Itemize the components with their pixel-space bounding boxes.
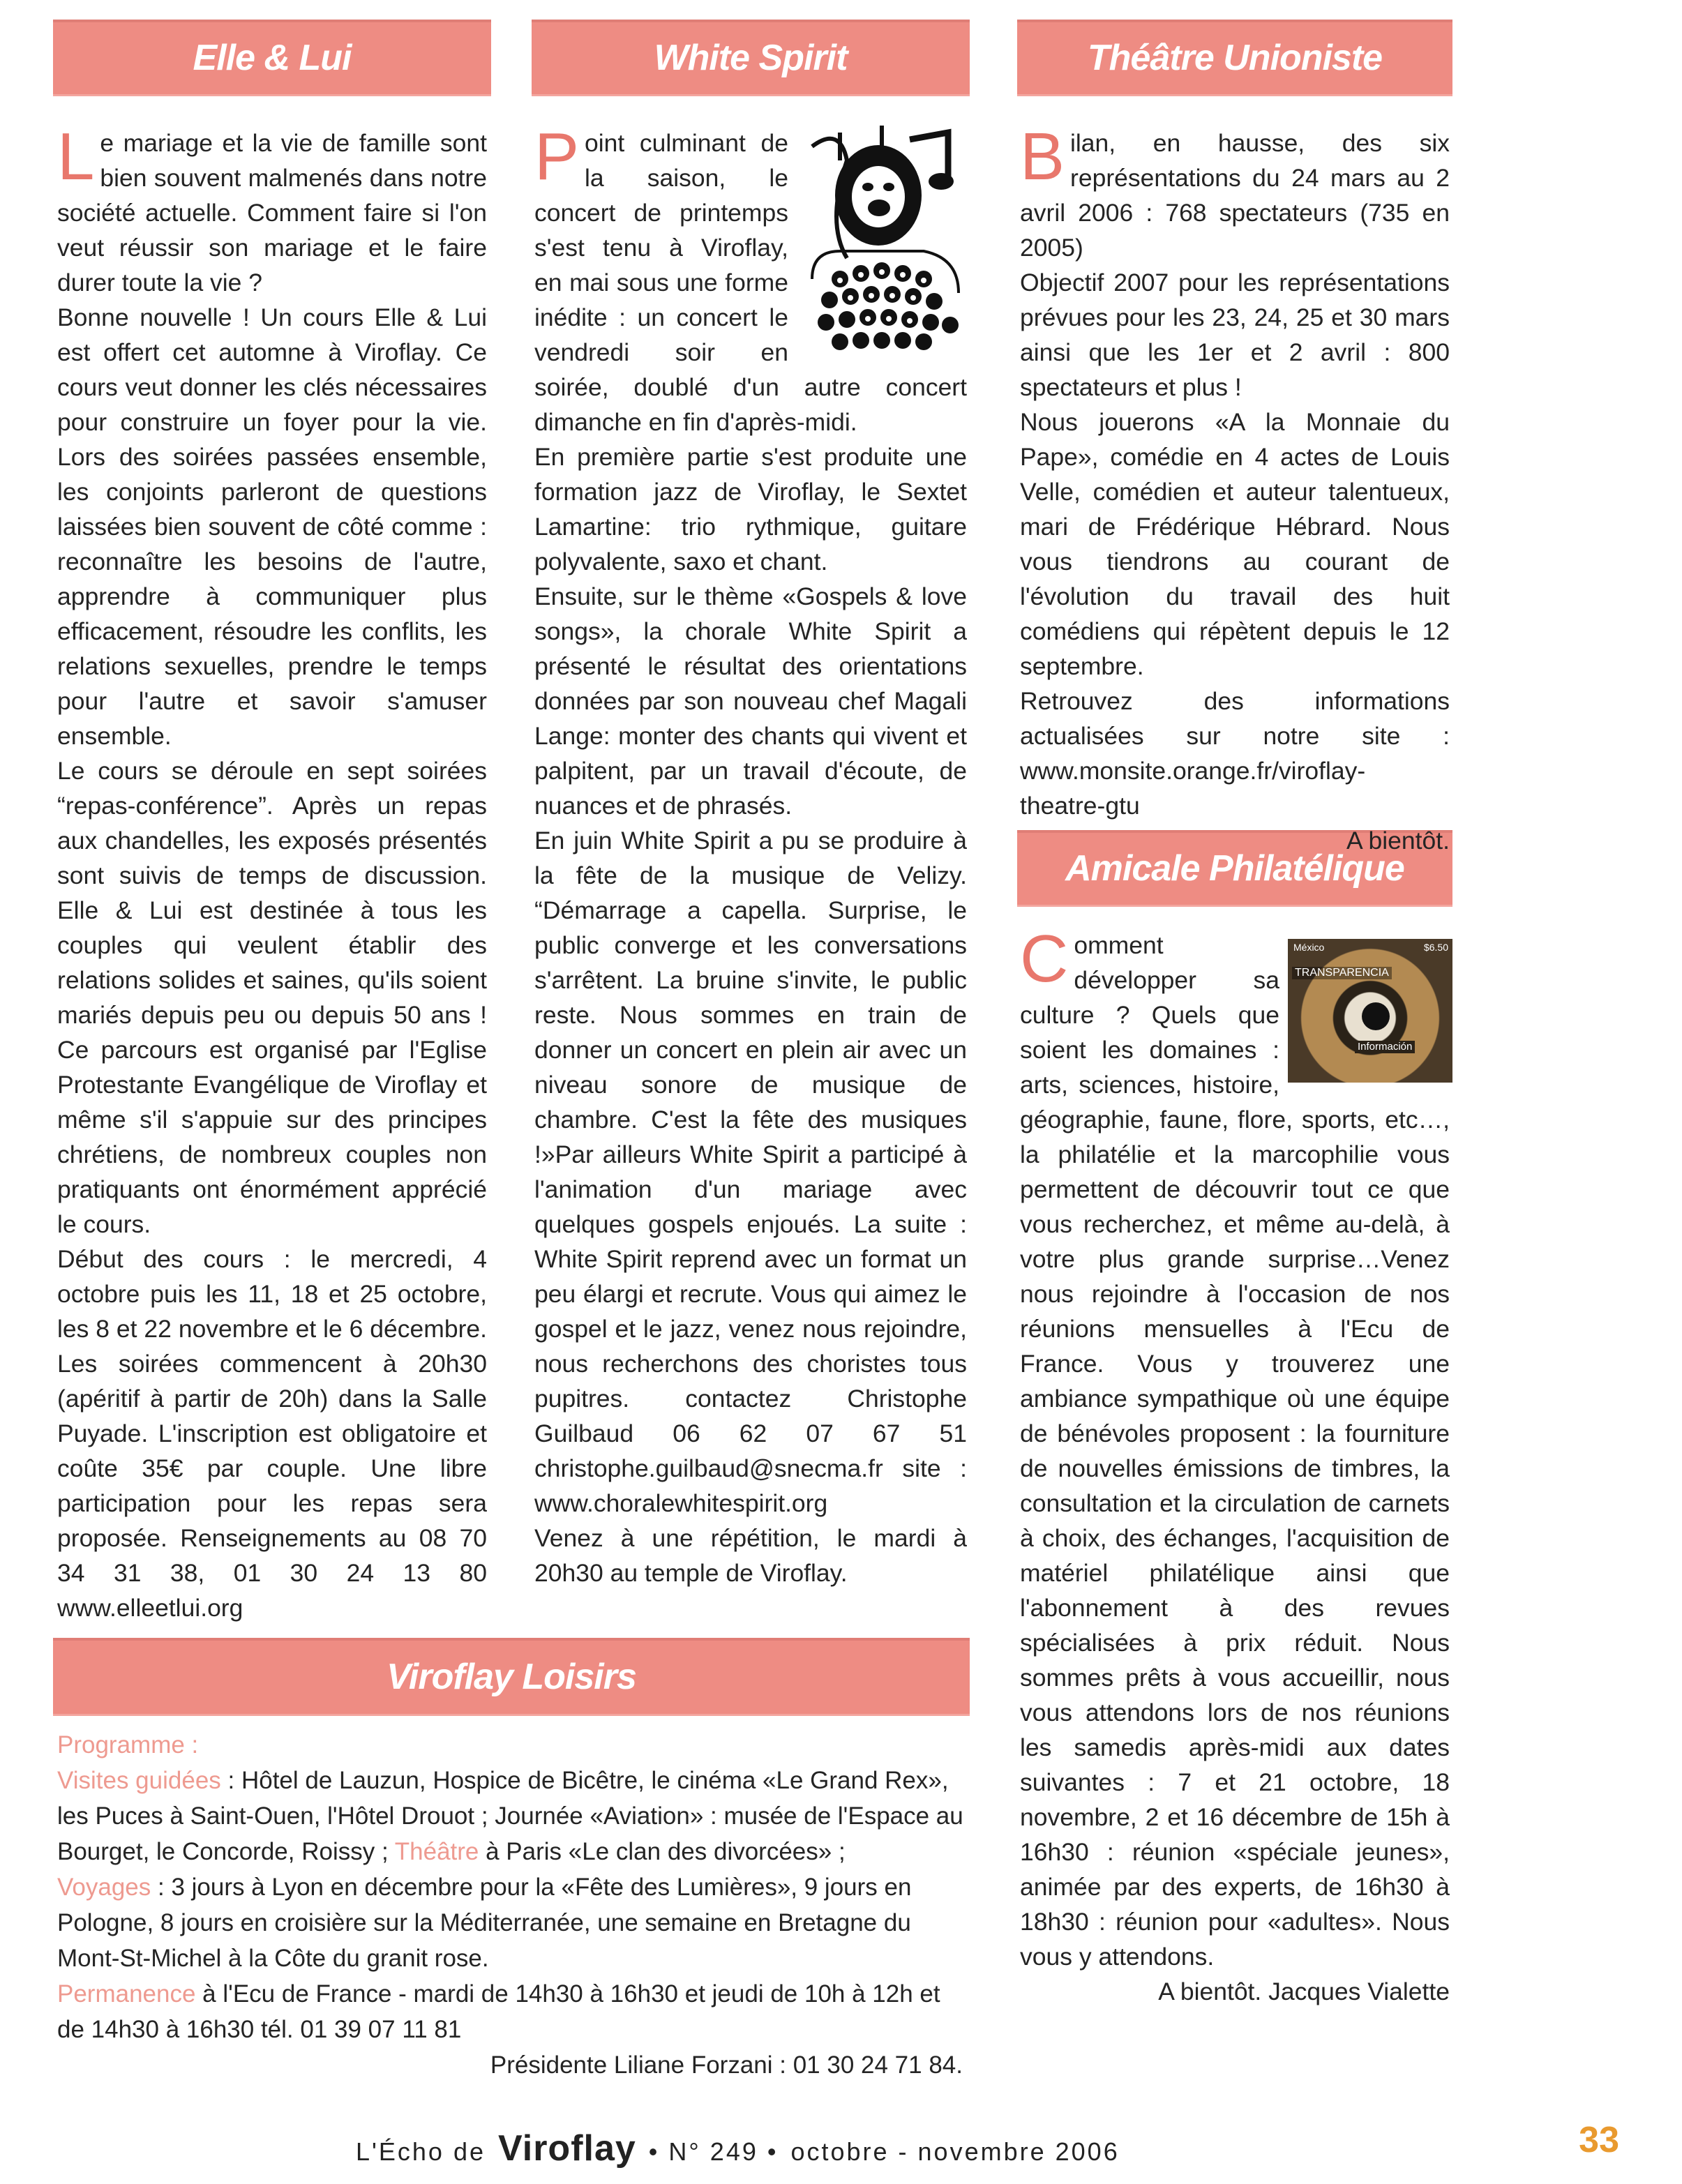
white-spirit-banner [532, 20, 970, 96]
choir-illustration [798, 119, 970, 356]
theatre-article [1020, 119, 1450, 858]
theatre-title: Théâtre Unioniste [1087, 38, 1383, 78]
stamp-word-transparencia: TRANSPARENCIA [1292, 967, 1392, 979]
voyages-paragraph: Voyages : 3 jours à Lyon en décembre pour la «Fête des Lumières», 9 jours en Pologne, 8 jours en croisière sur la Méditerranée, une semaine en Bretagne du Mont-St-Michel à la Côte du granit rose. [57, 1874, 912, 1972]
philatelie-article [1020, 921, 1450, 2009]
elle-lui-title: Elle & Lui [193, 38, 352, 78]
footer-brand: Viroflay [498, 2128, 636, 2169]
white-spirit-paragraph: En juin White Spirit a pu se produire à la fête de la musique de Velizy. “Démarrage a capella. Surprise, le public converge et les conversations s'arrêtent. La bruine s'invite, le public reste. Nous sommes en train de donner un concert en plein air avec un niveau sonore de musique de chambre. C'est la fête des musiques !»Par ailleurs White Spirit a participé à l'animation d'un mariage avec quelques gospels enjoués. La suite : White Spirit reprend avec un format un peu élargi et recrute. Vous qui aimez le gospel et le jazz, venez nous rejoindre, nous recherchons des choristes tous pupitres. contactez Christophe Guilbaud 06 62 07 67 51 christophe.guilbaud@snecma.fr site : www.choralewhitespirit.org [534, 827, 967, 1517]
elle-lui-paragraph: Début des cours : le mercredi, 4 octobre puis les 11, 18 et 25 octobre, les 8 et 22 novembre et le 6 décembre. Les soirées commencent à 20h30 (apéritif à partir de 20h) dans la Salle Puyade. L'inscription est obligatoire et coûte 35€ par couple. Une libre participation pour les repas sera proposée. Renseignements au 08 70 34 31 38, 01 30 24 13 80 www.elleetlui.org [57, 1245, 487, 1622]
elle-lui-article [57, 119, 487, 1625]
theatre-paragraph: Objectif 2007 pour les représentations prévues pour les 23, 24, 25 et 30 mars ainsi que les 1er et 2 avril : 800 spectateurs et plus ! [1020, 269, 1450, 401]
white-spirit-intro: Point culminant de la saison, le concert de printemps s'est tenu à Viroflay, en mai sous une forme inédite : un concert le vendredi soir en soirée, doublé d'un autre concert dimanche en fin d'après-midi. [534, 119, 967, 436]
white-spirit-title: White Spirit [654, 38, 848, 78]
white-spirit-paragraph: En première partie s'est produite une formation jazz de Viroflay, le Sextet Lamartine: trio rythmique, guitare polyvalente, saxo et chant. [534, 443, 967, 575]
theatre-paragraph: Nous jouerons «A la Monnaie du Pape», comédie en 4 actes de Louis Velle, comédien et auteur talentueux, mari de Frédérique Hébrard. Nous vous tiendrons au courant de l'évolution du travail des huit comédiens qui répètent depuis le 12 septembre. [1020, 408, 1450, 680]
theatre-banner [1017, 20, 1452, 96]
elle-lui-intro: Le mariage et la vie de famille sont bien souvent malmenés dans notre société actuelle. Comment faire si l'on veut réussir son mariage et le faire durer toute la vie ? [57, 119, 487, 296]
stamp-image [1288, 939, 1452, 1083]
footer-date: octobre - novembre 2006 [790, 2137, 1120, 2166]
philatelie-title: Amicale Philatélique [1065, 848, 1404, 889]
footer-prefix: L'Écho de [356, 2137, 486, 2166]
loisirs-banner [53, 1638, 970, 1716]
philatelie-body: Comment développer sa culture ? Quels que soient les domaines : arts, sciences, histoire, géographie, faune, flore, sports, etc…, la philatélie et la marcophilie vous permettent de découvrir tout ce que vous recherchez, et même au-delà, à votre plus grande surprise…Venez nous rejoindre à l'occasion de nos réunions mensuelles à l'Ecu de France. Vous y trouverez une ambiance sympathique où une équipe de bénévoles proposent : la fourniture de nouvelles émissions de timbres, la consultation et la circulation de carnets à choix, des échanges, l'acquisition de matériel philatélique ainsi que l'abonnement à des revues spécialisées à prix réduit. Nous sommes prêts à vous accueillir, nous vous attendons lors de nos réunions les samedis après-midi aux dates suivantes : 7 et 21 octobre, 18 novembre, 2 et 16 décembre de 15h à 16h30 : réunion «spéciale jeunes», animée par des experts, de 16h30 à 18h30 : réunion pour «adultes». Nous vous y attendons. [1020, 921, 1450, 1971]
theatre-intro: Bilan, en hausse, des six représentations du 24 mars au 2 avril 2006 : 768 spectateurs (735 en 2005) [1020, 119, 1450, 262]
page-number: 33 [1579, 2120, 1619, 2160]
elle-lui-paragraph: Bonne nouvelle ! Un cours Elle & Lui est offert cet automne à Viroflay. Ce cours veut donner les clés nécessaires pour construire un foyer pour la vie. Lors des soirées passées ensemble, les conjoints parleront de questions laissées bien souvent de côté comme : reconnaître les besoins de l'autre, apprendre à communiquer plus efficacement, résoudre les conflits, les relations sexuelles, prendre le temps pour l'autre et savoir s'amuser ensemble. [57, 303, 487, 750]
permanence-paragraph: Permanence à l'Ecu de France - mardi de 14h30 à 16h30 et jeudi de 10h à 12h et de 14h30 à 16h30 tél. 01 39 07 11 81 [57, 1980, 940, 2043]
theatre-signoff: A bientôt. [1346, 827, 1450, 854]
president-line: Présidente Liliane Forzani : 01 30 24 71 84. [490, 2051, 963, 2079]
loisirs-program [57, 1727, 968, 2083]
dropcap: P [534, 119, 580, 194]
dropcap: B [1020, 119, 1065, 194]
elle-lui-paragraph: Le cours se déroule en sept soirées “repas-conférence”. Après un repas aux chandelles, les exposés présentés sont suivis de temps de discussion. Elle & Lui est destinée à tous les couples qui veulent établir des relations solides et saines, qu'ils soient mariés depuis peu ou depuis 50 ans ! Ce parcours est organisé par l'Eglise Protestante Evangélique de Viroflay et même s'il s'appuie sur des principes chrétiens, de nombreux couples non pratiquants ont énormément apprécié le cours. [57, 757, 487, 1238]
philatelie-signoff: A bientôt. Jacques Vialette [1158, 1978, 1450, 2005]
programme-heading: Programme : [57, 1731, 199, 1759]
elle-lui-banner [53, 20, 491, 96]
page-footer [356, 2127, 1120, 2169]
dropcap: L [57, 119, 95, 194]
loisirs-title: Viroflay Loisirs [386, 1657, 636, 1697]
stamp-country: México [1293, 942, 1325, 953]
visites-paragraph: Visites guidées : Hôtel de Lauzun, Hospice de Bicêtre, le cinéma «Le Grand Rex», les Puces à Saint-Ouen, l'Hôtel Drouot ; Journée «Aviation» : musée de l'Espace au Bourget, le Concorde, Roissy ; Théâtre à Paris «Le clan des divorcées» ; [57, 1767, 963, 1865]
dropcap: C [1020, 921, 1069, 996]
stamp-value: $6.50 [1423, 942, 1448, 953]
white-spirit-paragraph: Venez à une répétition, le mardi à 20h30 au temple de Viroflay. [534, 1524, 967, 1587]
theatre-paragraph: Retrouvez des informations actualisées sur notre site : www.monsite.orange.fr/viroflay-theatre-gtu [1020, 687, 1450, 820]
stamp-word-informacion: Información [1355, 1041, 1415, 1053]
white-spirit-paragraph: Ensuite, sur le thème «Gospels & love songs», la chorale White Spirit a présenté le résultat des orientations données par son nouveau chef Magali Lange: monter des chants qui vivent et palpitent, par un travail d'écoute, de nuances et de phrasés. [534, 582, 967, 820]
white-spirit-article [534, 119, 967, 1590]
footer-issue: • N° 249 • [648, 2137, 779, 2166]
